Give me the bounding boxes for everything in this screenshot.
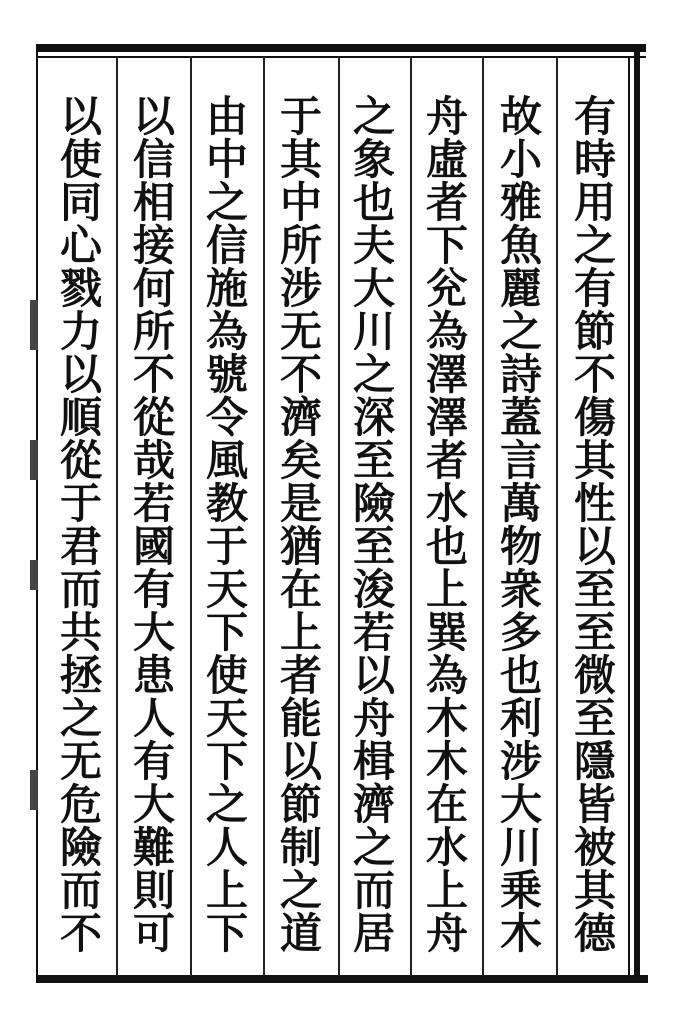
column-character: 至 [352,436,395,485]
column-character: 道 [279,909,322,958]
column-character: 節 [573,307,616,356]
column-character: 大 [132,780,175,829]
column-character: 而 [59,866,102,915]
binding-mark [30,770,38,810]
column-character: 也 [499,651,542,700]
column-character: 故 [499,92,542,141]
binding-mark [30,440,38,480]
column-character: 木 [425,737,468,786]
column-character: 制 [279,823,322,872]
column-character: 至 [352,522,395,571]
column-character: 象 [352,135,395,184]
column-character: 以 [352,651,395,700]
column-character: 皆 [573,780,616,829]
column-character: 巽 [425,608,468,657]
column-character: 以 [59,350,102,399]
column-character: 中 [279,178,322,227]
column-character: 也 [425,522,468,571]
frame-bottom-border [36,975,648,983]
column-character: 時 [573,135,616,184]
column-character: 天 [205,694,248,743]
column-character: 舟 [425,909,468,958]
column-character: 上 [279,608,322,657]
column-character: 其 [573,866,616,915]
column-character: 利 [499,694,542,743]
column-character: 大 [352,264,395,313]
text-column-2 [490,92,552,966]
column-character: 物 [499,522,542,571]
column-character: 无 [279,307,322,356]
text-column-1 [564,92,626,966]
text-column-5 [270,92,332,966]
column-character: 浚 [352,565,395,614]
column-character: 拯 [59,651,102,700]
column-character: 魚 [499,221,542,270]
column-character: 被 [573,823,616,872]
column-character: 下 [425,221,468,270]
column-character: 舟 [352,694,395,743]
column-character: 涉 [279,264,322,313]
column-character: 為 [205,307,248,356]
column-rule [482,56,484,976]
column-character: 何 [132,264,175,313]
column-character: 若 [352,608,395,657]
frame-left-border [36,44,38,983]
column-character: 水 [425,479,468,528]
column-character: 濟 [352,780,395,829]
column-character: 可 [132,909,175,958]
column-character: 矣 [279,436,322,485]
column-character: 險 [352,479,395,528]
column-character: 君 [59,522,102,571]
column-character: 中 [205,135,248,184]
column-rule [338,56,340,976]
column-character: 信 [132,135,175,184]
column-character: 有 [573,264,616,313]
column-character: 國 [132,522,175,571]
column-character: 于 [279,92,322,141]
column-character: 有 [132,565,175,614]
column-character: 由 [205,92,248,141]
column-character: 之 [573,221,616,270]
column-character: 危 [59,780,102,829]
column-character: 于 [59,479,102,528]
column-character: 所 [279,221,322,270]
text-column-7 [123,92,185,966]
column-character: 小 [499,135,542,184]
column-character: 涉 [499,737,542,786]
column-character: 之 [59,694,102,743]
column-character: 其 [573,436,616,485]
column-character: 從 [59,436,102,485]
column-character: 多 [499,608,542,657]
column-character: 猶 [279,522,322,571]
column-character: 麗 [499,264,542,313]
column-character: 信 [205,221,248,270]
column-character: 之 [352,92,395,141]
column-character: 詩 [499,350,542,399]
column-rule [116,56,118,976]
column-character: 天 [205,565,248,614]
binding-mark [30,300,38,350]
column-character: 號 [205,350,248,399]
column-rule [556,56,558,976]
column-character: 上 [205,866,248,915]
column-character: 順 [59,393,102,442]
column-character: 不 [132,350,175,399]
column-character: 所 [132,307,175,356]
column-character: 患 [132,651,175,700]
column-character: 用 [573,178,616,227]
column-character: 楫 [352,737,395,786]
column-character: 在 [425,780,468,829]
column-character: 无 [59,737,102,786]
frame-right-border [634,44,640,983]
column-character: 之 [352,350,395,399]
text-column-4 [343,92,405,966]
frame-top-inner-border [36,56,646,58]
column-character: 令 [205,393,248,442]
column-character: 兊 [425,264,468,313]
column-character: 之 [205,178,248,227]
column-character: 雅 [499,178,542,227]
column-character: 為 [425,307,468,356]
column-character: 衆 [499,565,542,614]
text-column-8 [50,92,112,966]
column-character: 使 [59,135,102,184]
column-character: 澤 [425,350,468,399]
column-character: 心 [59,221,102,270]
column-character: 不 [59,909,102,958]
column-character: 為 [425,651,468,700]
column-rule [190,56,192,976]
column-character: 木 [499,909,542,958]
column-character: 則 [132,866,175,915]
column-character: 共 [59,608,102,657]
column-character: 相 [132,178,175,227]
column-character: 風 [205,436,248,485]
column-character: 難 [132,823,175,872]
frame-top-border [36,44,646,52]
column-character: 哉 [132,436,175,485]
column-character: 有 [573,92,616,141]
column-character: 力 [59,307,102,356]
column-character: 以 [279,737,322,786]
text-column-6 [196,92,258,966]
column-character: 險 [59,823,102,872]
column-character: 之 [499,307,542,356]
column-character: 能 [279,694,322,743]
column-character: 人 [205,823,248,872]
column-character: 澤 [425,393,468,442]
column-character: 下 [205,737,248,786]
column-rule [410,56,412,976]
column-character: 言 [499,436,542,485]
column-character: 傷 [573,393,616,442]
column-character: 萬 [499,479,542,528]
column-character: 至 [573,694,616,743]
column-character: 濟 [279,393,322,442]
column-character: 而 [59,565,102,614]
column-character: 不 [279,350,322,399]
column-character: 深 [352,393,395,442]
column-character: 人 [132,694,175,743]
column-character: 以 [573,522,616,571]
column-character: 德 [573,909,616,958]
column-character: 以 [59,92,102,141]
column-character: 使 [205,651,248,700]
column-character: 而 [352,866,395,915]
column-character: 在 [279,565,322,614]
column-character: 接 [132,221,175,270]
column-character: 水 [425,823,468,872]
column-character: 節 [279,780,322,829]
column-character: 施 [205,264,248,313]
column-character: 至 [573,565,616,614]
column-character: 川 [499,823,542,872]
column-character: 虛 [425,135,468,184]
column-character: 上 [425,565,468,614]
column-character: 不 [573,350,616,399]
column-character: 也 [352,178,395,227]
column-character: 下 [205,608,248,657]
column-character: 以 [132,92,175,141]
column-character: 之 [205,780,248,829]
column-character: 上 [425,866,468,915]
column-character: 從 [132,393,175,442]
column-rule [263,56,265,976]
column-character: 之 [352,823,395,872]
column-character: 隱 [573,737,616,786]
column-character: 是 [279,479,322,528]
column-character: 若 [132,479,175,528]
column-character: 居 [352,909,395,958]
column-character: 戮 [59,264,102,313]
column-character: 者 [425,178,468,227]
binding-mark [30,560,38,590]
column-character: 教 [205,479,248,528]
column-character: 木 [425,694,468,743]
frame-right-inner-border [628,56,630,977]
column-character: 夫 [352,221,395,270]
column-character: 舟 [425,92,468,141]
column-character: 至 [573,608,616,657]
column-character: 有 [132,737,175,786]
column-character: 下 [205,909,248,958]
column-character: 者 [279,651,322,700]
column-character: 乗 [499,866,542,915]
column-character: 之 [279,866,322,915]
column-character: 微 [573,651,616,700]
column-character: 大 [132,608,175,657]
column-character: 川 [352,307,395,356]
column-character: 者 [425,436,468,485]
column-character: 蓋 [499,393,542,442]
column-character: 大 [499,780,542,829]
column-character: 其 [279,135,322,184]
text-column-3 [416,92,478,966]
column-character: 性 [573,479,616,528]
column-character: 于 [205,522,248,571]
column-character: 同 [59,178,102,227]
